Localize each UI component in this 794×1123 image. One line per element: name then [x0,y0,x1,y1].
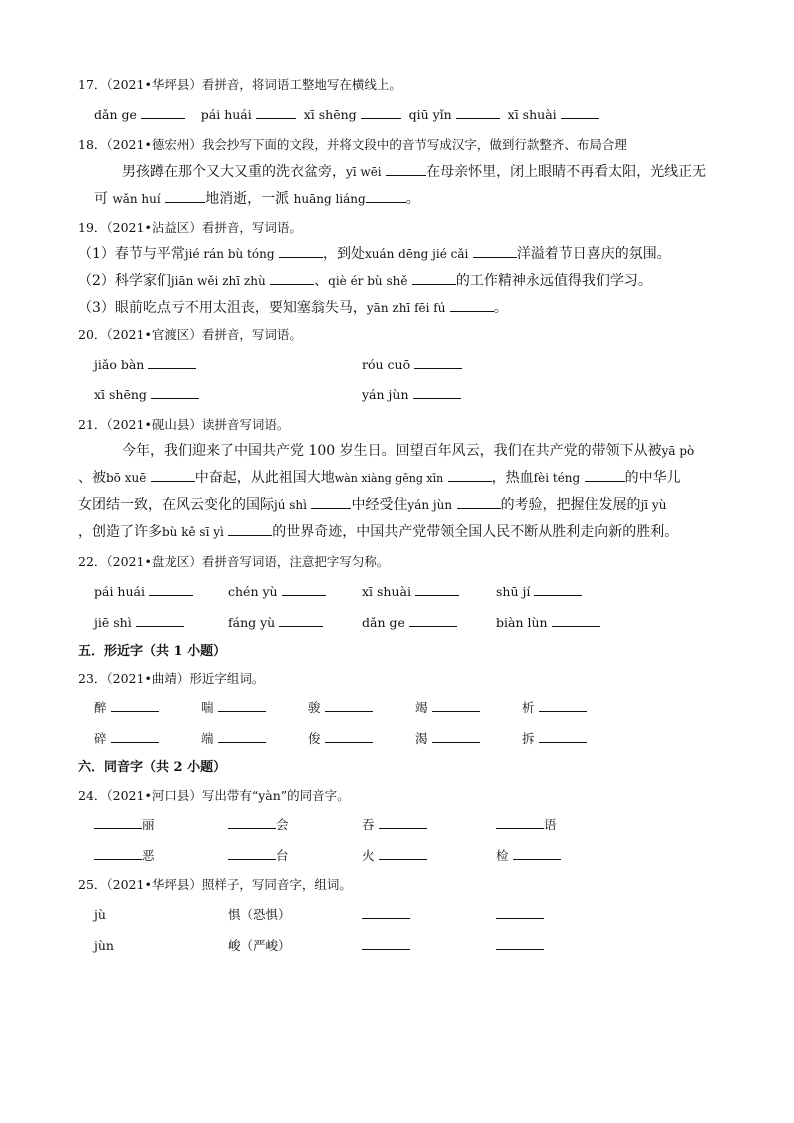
q23-item [522,730,587,748]
q23-item [308,730,373,748]
answer-blank[interactable] [111,730,159,743]
q20-pinyin: xī shēng [94,387,147,402]
answer-blank[interactable] [415,583,459,596]
answer-blank[interactable] [94,847,142,860]
q24-item [362,847,427,865]
section-heading-6: 六．同音字（共 2 小题） [78,760,227,775]
section-heading-5: 五．形近字（共 1 小题） [78,644,227,659]
q19-title: 19．（2021•沾益区）看拼音，写词语。 [78,220,302,235]
answer-blank[interactable] [539,699,587,712]
q19-pinyin: qiè ér bù shě [328,274,408,288]
answer-blank[interactable] [432,699,480,712]
q18-pinyin: wǎn huí [112,192,161,206]
answer-blank[interactable] [151,469,195,482]
q21-text: 中奋起，从此祖国大地 [194,470,335,486]
q22-item [496,614,600,632]
q21-text: 中经受住 [351,497,408,513]
answer-blank[interactable] [94,816,142,829]
q22-title: 22．（2021•盘龙区）看拼音写词语，注意把字写匀称。 [78,554,390,569]
answer-blank[interactable] [111,699,159,712]
q24-char: 吞 [362,817,375,832]
q24-char: 火 [362,848,375,863]
q23-char: 醉 [94,700,107,715]
q19-text: 洋溢着节日喜庆的氛围。 [516,246,671,262]
q19-pinyin: yān zhī fēi fú [366,301,446,315]
q24-item [496,816,557,834]
answer-blank[interactable] [279,245,323,258]
q19-text: 。 [493,300,508,316]
answer-blank[interactable] [496,816,544,829]
q23-item [201,699,266,717]
q25-pinyin: jùn [94,938,114,953]
q18-text: 地消逝，一派 [205,191,290,207]
q17-pinyin-1: dǎn ge [94,107,137,122]
q22-item [362,614,457,632]
answer-blank[interactable] [457,496,501,509]
q21-line-2 [78,469,681,488]
q18-line-1 [122,163,706,181]
answer-blank[interactable] [414,356,462,369]
answer-blank[interactable] [496,906,544,919]
answer-blank[interactable] [228,523,272,536]
q23-item [201,730,266,748]
q22-item [496,583,582,601]
answer-blank[interactable] [362,906,410,919]
q21-text: ，热血 [491,470,534,486]
answer-blank[interactable] [496,937,544,950]
answer-blank[interactable] [311,496,351,509]
answer-blank[interactable] [450,299,494,312]
q20-item-a [94,356,196,374]
answer-blank[interactable] [585,469,625,482]
q21-pinyin: bù kě sī yì [162,525,224,539]
answer-blank[interactable] [279,614,323,627]
q22-pinyin: dǎn ge [362,615,405,630]
q23-item [522,699,587,717]
q18-pinyin: yī wēi [346,165,382,179]
q21-line-1 [122,442,694,460]
q23-title: 23．（2021•曲靖）形近字组词。 [78,671,265,686]
answer-blank[interactable] [218,699,266,712]
q22-pinyin: jiē shì [94,615,132,630]
answer-blank[interactable] [282,583,326,596]
q19-pinyin: xuán dēng jié cǎi [364,247,469,261]
q20-item-d [362,386,461,404]
q22-pinyin: xī shuài [362,584,411,599]
q24-item [228,847,289,865]
q22-item [94,614,184,632]
answer-blank[interactable] [228,816,276,829]
q22-item [228,614,323,632]
answer-blank[interactable] [218,730,266,743]
answer-blank[interactable] [361,106,401,119]
q22-pinyin: fáng yù [228,615,276,630]
answer-blank[interactable] [149,583,193,596]
q21-pinyin: jú shì [274,498,307,512]
q21-title: 21．（2021•砚山县）读拼音写词语。 [78,417,290,432]
q21-text: 的考验，把握住发展的 [500,497,641,513]
q19-item-2 [78,272,652,290]
answer-blank[interactable] [409,614,457,627]
q17-pinyin-5: xī shuài [507,107,557,122]
answer-blank[interactable] [366,190,406,203]
q17-row [94,106,599,124]
q19-text: ，到处 [322,246,365,262]
q23-char: 渴 [415,731,428,746]
q19-item-1 [78,245,671,263]
q21-pinyin: fèi téng [533,471,581,485]
q22-pinyin: chén yù [228,584,278,599]
q24-char: 丽 [142,817,155,832]
answer-blank[interactable] [456,106,500,119]
q18-pinyin: huāng liáng [293,192,366,206]
answer-blank[interactable] [379,816,427,829]
q24-char: 台 [276,848,289,863]
q25-pinyin: jù [94,907,106,922]
q17-pinyin-3: xī shēng [303,107,357,122]
q23-char: 骏 [308,700,321,715]
answer-blank[interactable] [448,469,492,482]
q17-pinyin-4: qiū yǐn [408,107,452,122]
q18-text: 。 [405,191,420,207]
q23-char: 碎 [94,731,107,746]
q17-title: 17．（2021•华坪县）看拼音，将词语工整地写在横线上。 [78,77,402,92]
q19-text: （3）眼前吃点亏不用太沮丧，要知塞翁失马， [78,300,367,316]
q21-text: 的中华儿 [624,470,681,486]
q23-char: 端 [201,731,214,746]
q19-pinyin: jié rán bù tóng [184,247,275,261]
q20-pinyin: róu cuō [362,357,411,372]
q24-item [362,816,427,834]
answer-blank[interactable] [325,699,373,712]
q18-text: 在母亲怀里，闭上眼睛不再看太阳，光线正无 [426,164,707,180]
q18-line-2 [94,190,420,208]
q23-item [94,699,159,717]
q18-text: 男孩蹲在那个又大又重的洗衣盆旁， [122,164,346,180]
q21-pinyin: yán jùn [407,498,453,512]
q18-title: 18．（2021•德宏州）我会抄写下面的文段，并将文段中的音节写成汉字，做到行款整齐、布局合理 [78,137,627,152]
answer-blank[interactable] [256,106,296,119]
answer-blank[interactable] [473,245,517,258]
answer-blank[interactable] [386,163,426,176]
q21-text: 、被 [78,470,106,486]
answer-blank[interactable] [379,847,427,860]
q23-char: 竭 [415,700,428,715]
q21-text: ，创造了许多 [78,524,162,540]
q23-item [94,730,159,748]
q20-pinyin: yán jùn [362,387,409,402]
q20-item-c [94,386,199,404]
q25-blank-group [362,906,410,924]
q22-pinyin: shū jí [496,584,531,599]
q22-item [94,583,193,601]
answer-blank[interactable] [325,730,373,743]
q25-title: 25．（2021•华坪县）照样子，写同音字，组词。 [78,877,352,892]
q21-pinyin: bō xuē [106,471,147,485]
q25-example: 惧（恐惧） [228,907,291,922]
q18-text: 可 [94,191,108,207]
q23-item [308,699,373,717]
q22-item [362,583,459,601]
q25-blank-group [362,937,410,955]
q22-pinyin: biàn lùn [496,615,548,630]
q23-char: 喘 [201,700,214,715]
q23-item [415,730,480,748]
answer-blank[interactable] [552,614,600,627]
answer-blank[interactable] [228,847,276,860]
q20-item-b [362,356,462,374]
q19-text: 、 [314,273,329,289]
answer-blank[interactable] [136,614,184,627]
answer-blank[interactable] [513,847,561,860]
q21-text: 的世界奇迹，中国共产党带领全国人民不断从胜利走向新的胜利。 [272,524,679,540]
q21-line-4 [78,523,678,541]
answer-blank[interactable] [432,730,480,743]
answer-blank[interactable] [362,937,410,950]
answer-blank[interactable] [151,386,199,399]
q23-char: 析 [522,700,535,715]
q23-char: 拆 [522,731,535,746]
q21-pinyin: yā pò [661,444,695,458]
q20-title: 20．（2021•官渡区）看拼音，写词语。 [78,327,302,342]
answer-blank[interactable] [141,106,185,119]
q24-item [228,816,289,834]
q24-item [496,847,561,865]
q22-pinyin: pái huái [94,584,145,599]
q24-char: 检 [496,848,509,863]
q21-pinyin: wàn xiàng gēng xīn [334,472,444,485]
q20-pinyin: jiǎo bàn [94,357,145,372]
q19-item-3 [78,299,508,317]
answer-blank[interactable] [412,272,456,285]
q24-char: 语 [544,817,557,832]
answer-blank[interactable] [270,272,314,285]
q24-title: 24．（2021•河口县）写出带有“yàn”的同音字。 [78,788,350,803]
q19-text: 的工作精神永远值得我们学习。 [455,273,652,289]
answer-blank[interactable] [539,730,587,743]
q21-text: 今年，我们迎来了中国共产党 100 岁生日。回望百年风云，我们在共产党的带领下从被 [122,443,662,459]
q19-pinyin: jiān wěi zhī zhù [170,274,266,288]
q25-example: 峻（严峻） [228,938,291,953]
q22-item [228,583,326,601]
answer-blank[interactable] [561,106,599,119]
q21-text: 女团结一致，在风云变化的国际 [78,497,274,513]
answer-blank[interactable] [165,190,205,203]
q23-char: 俊 [308,731,321,746]
q24-item [94,847,155,865]
q24-item [94,816,155,834]
q24-char: 会 [276,817,289,832]
answer-blank[interactable] [148,356,196,369]
q24-char: 恶 [142,848,155,863]
q23-item [415,699,480,717]
q25-blank-group [496,937,544,955]
q25-blank-group [496,906,544,924]
q21-pinyin: jī yù [640,498,667,512]
q19-text: （1）春节与平常 [78,246,185,262]
q21-line-3 [78,496,666,514]
q17-pinyin-2: pái huái [200,107,252,122]
answer-blank[interactable] [413,386,461,399]
answer-blank[interactable] [534,583,582,596]
q19-text: （2）科学家们 [78,273,171,289]
